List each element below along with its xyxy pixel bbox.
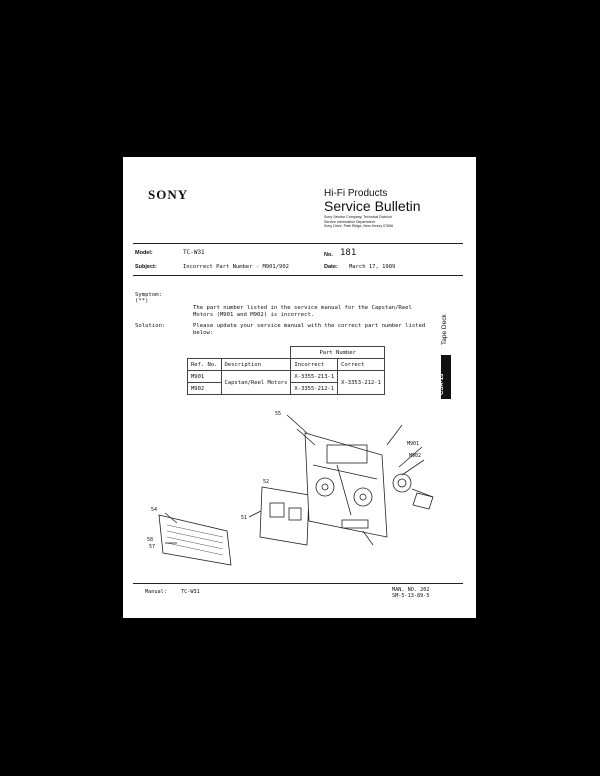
incorrect-cell: X-3355-212-1 <box>291 383 338 395</box>
date-value: March 17, 1989 <box>349 264 396 270</box>
callout-label: 52 <box>263 479 270 485</box>
solution-text: Please update your service manual with the correct part number listed below: <box>193 323 426 336</box>
address-line: Sony Service Company, Technical Division <box>324 215 392 219</box>
footer-line: SM-5-13-89-5 <box>392 593 430 599</box>
model-label: Model: <box>135 250 153 256</box>
manual-value: TC-W31 <box>181 589 200 595</box>
column-header: Ref. No. <box>188 359 222 371</box>
subject-label: Subject: <box>135 264 157 270</box>
column-header: Description <box>221 359 291 371</box>
divider <box>133 583 463 584</box>
bulletin-page <box>123 157 476 618</box>
subject-value: Incorrect Part Number - M901/902 <box>183 264 289 270</box>
number-value: 181 <box>340 248 357 258</box>
callout-label: 55 <box>275 411 282 417</box>
division-title: Hi-Fi Products <box>324 188 388 199</box>
solution-label: Solution: <box>135 323 166 329</box>
bulletin-title: Service Bulletin <box>324 198 421 214</box>
divider <box>133 275 463 276</box>
ref-cell: M901 <box>188 371 222 383</box>
exploded-diagram <box>137 405 447 575</box>
ref-cell: M902 <box>188 383 222 395</box>
incorrect-cell: X-3355-213-1 <box>291 371 338 383</box>
callout-label: M902 <box>409 453 422 459</box>
column-header: Incorrect <box>291 359 338 371</box>
symptom-text: The part number listed in the service manual for the Capstan/Reel Motors (M901 and M902) is incorrect. <box>193 305 412 318</box>
symptom-sub: (**) <box>135 298 149 304</box>
callout-label: 58 <box>147 537 154 543</box>
address-block <box>324 215 444 229</box>
column-header: Correct <box>338 359 385 371</box>
callout-label: 51 <box>241 515 248 521</box>
part-number-header: Part Number <box>291 347 385 359</box>
callout-label: 57 <box>149 544 156 550</box>
callout-label: 54 <box>151 507 158 513</box>
address-line: Sony Drive, Park Ridge, New Jersey 07656 <box>324 224 394 229</box>
footer-ref <box>392 587 429 599</box>
model-value: TC-W31 <box>183 249 205 256</box>
table-row <box>188 371 385 383</box>
callout-label: M901 <box>407 441 420 447</box>
parts-table <box>187 346 385 395</box>
category-tab: Tape Deck <box>441 314 448 345</box>
correct-cell: X-3353-212-1 <box>338 371 385 395</box>
footer-line: MAN. NO. 202 <box>392 587 430 593</box>
number-label: No. <box>324 252 333 258</box>
description-cell: Capstan/Reel Motors <box>221 371 291 395</box>
date-label: Date: <box>324 264 338 270</box>
manual-label: Manual: <box>145 589 167 595</box>
section-code: CSA-13 <box>439 373 445 395</box>
address-line: Service Information Department <box>324 219 375 224</box>
brand-logo: SONY <box>148 187 189 202</box>
symptom-label: Symptom: <box>135 292 162 298</box>
divider <box>133 243 463 244</box>
